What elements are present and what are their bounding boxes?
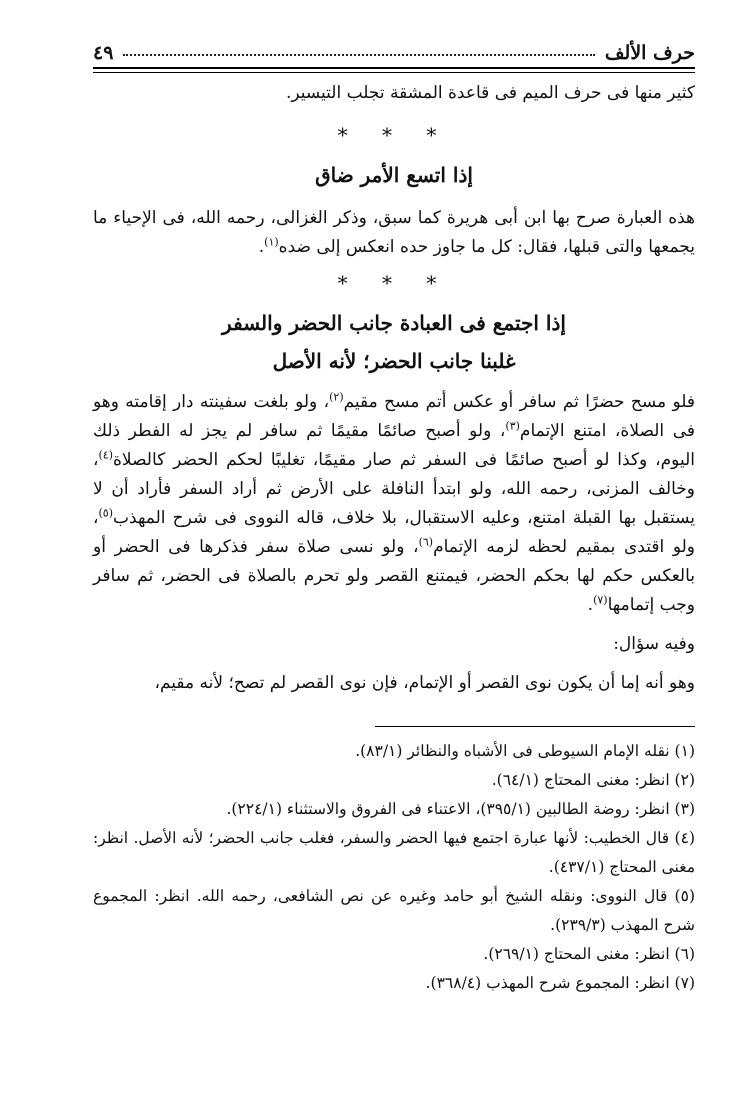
footnote-item: (٦) انظر: مغنى المحتاج (٢٦٩/١). [483,945,695,963]
section-separator: * * * [337,123,451,147]
footnote-item: (٣) انظر: روضة الطالبين (٣٩٥/١)، الاعتناء فى الفروق والاستثناء (٢٢٤/١). [226,800,695,818]
body-paragraph: وهو أنه إما أن يكون نوى القصر أو الإتمام، فإن نوى القصر لم تصح؛ لأنه مقيم، [154,673,695,693]
section-subheading: غلبنا جانب الحضر؛ لأنه الأصل [272,349,516,373]
footnotes [93,737,695,998]
footnote-ref: (١) [264,235,279,249]
page-number: ٤٩ [93,42,114,64]
chapter-title: حرف الألف [604,42,695,64]
footnote-ref: (٤) [98,448,114,462]
footnote-rule [375,726,695,727]
question-line: وفيه سؤال: [613,634,695,654]
section-heading: إذا اتسع الأمر ضاق [315,163,473,187]
body-paragraph: فلو مسح حضرًا ثم سافر أو عكس أتم مسح مقيم$^{(٢)}$، ولو بلغت سفينته دار إقامته وهو فى الصلاة، امتنع الإتمام$^{(٣)}$، ولو أصبح صائمًا مقيمًا ثم سافر لم يجز له الفطر ذلك اليوم، وكذا لو أصبح صائمًا فى السفر ثم صار مقيمًا، تغليبًا لحكم الحضر كالصلاة$^{(٤)}$، وخالف المزنى، رحمه الله، ولو ابتدأ النافلة على الأرض ثم أراد السفر فأراد أن لا يستقبل بها القبلة امتنع، وعليه الاستقبال، بلا خلاف، قاله النووى فى شرح المهذب$^{(٥)}$، ولو اقتدى بمقيم لحظه لزمه الإتمام$^{(٦)}$، ولو نسى صلاة سفر فذكرها فى الحضر أو بالعكس حكم لها بحكم الحضر، فيمتنع القصر ولو تحرم بالصلاة فى الحضر، ثم سافر وجب إتمامها$^{(٧)}$. [93,390,696,615]
footnote-item: (٤) قال الخطيب: لأنها عبارة اجتمع فيها الحضر والسفر، فغلب جانب الحضر؛ لأنه الأصل. انظر: مغنى المحتاج (٤٣٧/١). [93,829,695,876]
running-header [93,30,695,64]
footnote-item: (٢) انظر: مغنى المحتاج (٦٤/١). [491,771,695,789]
footnote-ref: (٣) [505,419,520,433]
header-rule [93,67,695,73]
footnote-item: (١) نقله الإمام السيوطى فى الأشباه والنظائر (٨٣/١). [355,742,695,760]
body-paragraph: هذه العبارة صرح بها ابن أبى هريرة كما سبق، وذكر الغزالى، رحمه الله، فى الإحياء ما يجمعها والتى قبلها، فقال: كل ما جاوز حده انعكس إلى ضده$^{(١)}$. [93,208,695,257]
footnote-ref: (٧) [593,593,608,607]
footnote-ref: (٢) [329,390,344,404]
footnote-ref: (٥) [98,506,114,520]
footnote-item: (٧) انظر: المجموع شرح المهذب (٣٦٨/٤). [425,974,695,992]
section-heading: إذا اجتمع فى العبادة جانب الحضر والسفر [222,311,566,335]
intro-paragraph: كثير منها فى حرف الميم فى قاعدة المشقة تجلب التيسير. [285,83,695,103]
footnote-item: (٥) قال النووى: ونقله الشيخ أبو حامد وغيره عن نص الشافعى، رحمه الله. انظر: المجموع شرح المهذب (٢٣٩/٣). [93,887,695,934]
leader-dots [123,54,594,56]
footnote-ref: (٦) [418,535,434,549]
section-separator: * * * [337,271,451,295]
